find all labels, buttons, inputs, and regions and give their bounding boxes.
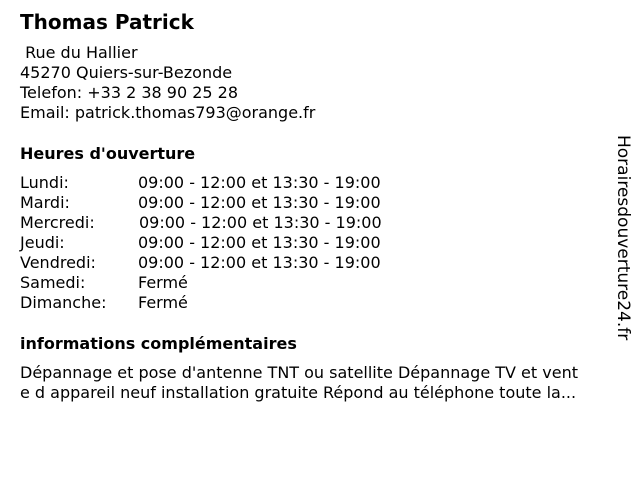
phone-line: Telefon: +33 2 38 90 25 28 [20,83,239,102]
street-address: Rue du Hallier [20,43,138,62]
day-label: Vendredi: [20,253,96,272]
day-label: Mercredi: [20,213,95,232]
day-label: Mardi: [20,193,70,212]
day-label: Samedi: [20,273,86,292]
site-watermark: Horairesdouverture24.fr [613,135,633,341]
info-text [20,363,626,403]
time-value: 09:00 - 12:00 et 13:30 - 19:00 [138,233,381,252]
time-value: 09:00 - 12:00 et 13:30 - 19:00 [138,193,381,212]
day-label: Lundi: [20,173,69,192]
day-label: Dimanche: [20,293,107,312]
city-postcode: 45270 Quiers-sur-Bezonde [20,63,233,82]
business-name: Thomas Patrick [20,10,194,34]
info-line: Dépannage et pose d'antenne TNT ou satellite Dépannage TV et vent [20,363,578,382]
day-label: Jeudi: [20,233,65,252]
time-value: Fermé [138,273,188,292]
contact-block [20,43,315,123]
hours-heading: Heures d'ouverture [20,144,196,163]
time-value: 09:00 - 12:00 et 13:30 - 19:00 [139,213,382,232]
time-value: 09:00 - 12:00 et 13:30 - 19:00 [138,173,381,192]
info-line: e d appareil neuf installation gratuite Répond au téléphone toute la... [20,383,577,402]
email-line: Email: patrick.thomas793@orange.fr [20,103,316,122]
info-heading: informations complémentaires [20,334,297,353]
time-value: 09:00 - 12:00 et 13:30 - 19:00 [138,253,381,272]
time-value: Fermé [138,293,188,312]
